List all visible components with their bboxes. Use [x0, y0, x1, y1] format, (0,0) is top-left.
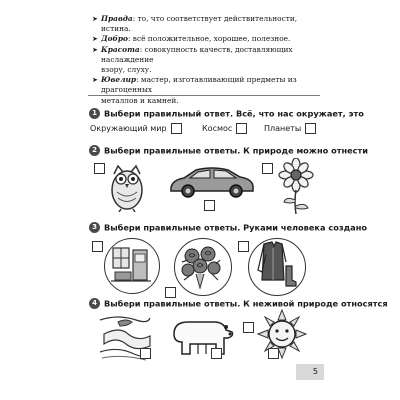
task-1-heading [89, 108, 364, 119]
task-2-heading [89, 145, 368, 156]
task-text: Выбери правильные ответы. К природе можно отнести [104, 145, 368, 156]
glossary-definition: : совокупность качеств, доставляющих наслаждение [101, 44, 293, 64]
task-text: Выбери правильные ответы. Руками человека создано [104, 222, 367, 233]
answer-checkbox[interactable] [211, 348, 222, 359]
glossary-definition-continued: металлов и камней. [101, 95, 179, 105]
glossary-term: Ювелир [101, 75, 137, 85]
option-label: Окружающий мир [90, 124, 167, 133]
task-number-badge: 4 [89, 298, 100, 309]
answer-checkbox[interactable] [165, 287, 176, 298]
answer-checkbox[interactable] [92, 241, 103, 252]
glossary [92, 14, 324, 106]
option-checkbox[interactable] [171, 123, 182, 134]
glossary-definition: : то, что соответствует действительности, истина. [101, 14, 298, 34]
car-icon [168, 164, 256, 198]
option-item [264, 123, 316, 134]
option-item [90, 123, 182, 134]
task-3-heading [89, 222, 367, 233]
option-item [202, 123, 247, 134]
bouquet-icon [178, 242, 226, 290]
answer-checkbox[interactable] [243, 322, 254, 333]
room-icon [111, 246, 151, 284]
divider [88, 95, 320, 96]
answer-checkbox[interactable] [140, 348, 151, 359]
option-label: Планеты [264, 124, 302, 133]
answer-checkbox[interactable] [268, 348, 279, 359]
glossary-term: Правда [101, 14, 133, 23]
answer-checkbox[interactable] [94, 163, 105, 174]
arrow-bullet-icon: ➤ [92, 15, 98, 23]
task-4-heading [89, 298, 388, 309]
answer-checkbox[interactable] [262, 163, 273, 174]
task-number-badge: 3 [89, 222, 100, 233]
owl-icon [107, 160, 147, 212]
task-text: Выбери правильный ответ. Всё, что нас окружает, это [104, 108, 364, 119]
answer-checkbox[interactable] [238, 241, 249, 252]
glossary-definition-continued: взору, слуху. [101, 65, 152, 75]
task-number-badge: 1 [89, 108, 100, 119]
clothes-icon [256, 240, 298, 290]
bear-icon [168, 314, 234, 358]
glossary-item [92, 34, 324, 44]
arrow-bullet-icon: ➤ [92, 35, 98, 44]
glossary-item [92, 45, 324, 65]
glossary-item [92, 75, 324, 95]
glossary-term: Красота [101, 44, 140, 54]
option-checkbox[interactable] [236, 123, 247, 134]
task-number-badge: 2 [89, 145, 100, 156]
answer-checkbox[interactable] [204, 200, 215, 211]
option-label: Космос [202, 124, 233, 133]
arrow-bullet-icon: ➤ [92, 76, 98, 85]
page-number: 5 [296, 364, 324, 380]
glossary-item [92, 14, 324, 34]
sun-icon [256, 308, 308, 360]
glossary-definition: : всё положительное, хорошее, полезное. [127, 34, 291, 44]
arrow-bullet-icon: ➤ [92, 45, 98, 54]
flower-icon [278, 158, 314, 214]
task-text: Выбери правильные ответы. К неживой природе относятся [104, 298, 388, 309]
glossary-definition: : мастер, изготавливающий предметы из драгоценных [101, 75, 297, 95]
glossary-term: Добро [101, 34, 128, 44]
option-checkbox[interactable] [305, 123, 316, 134]
